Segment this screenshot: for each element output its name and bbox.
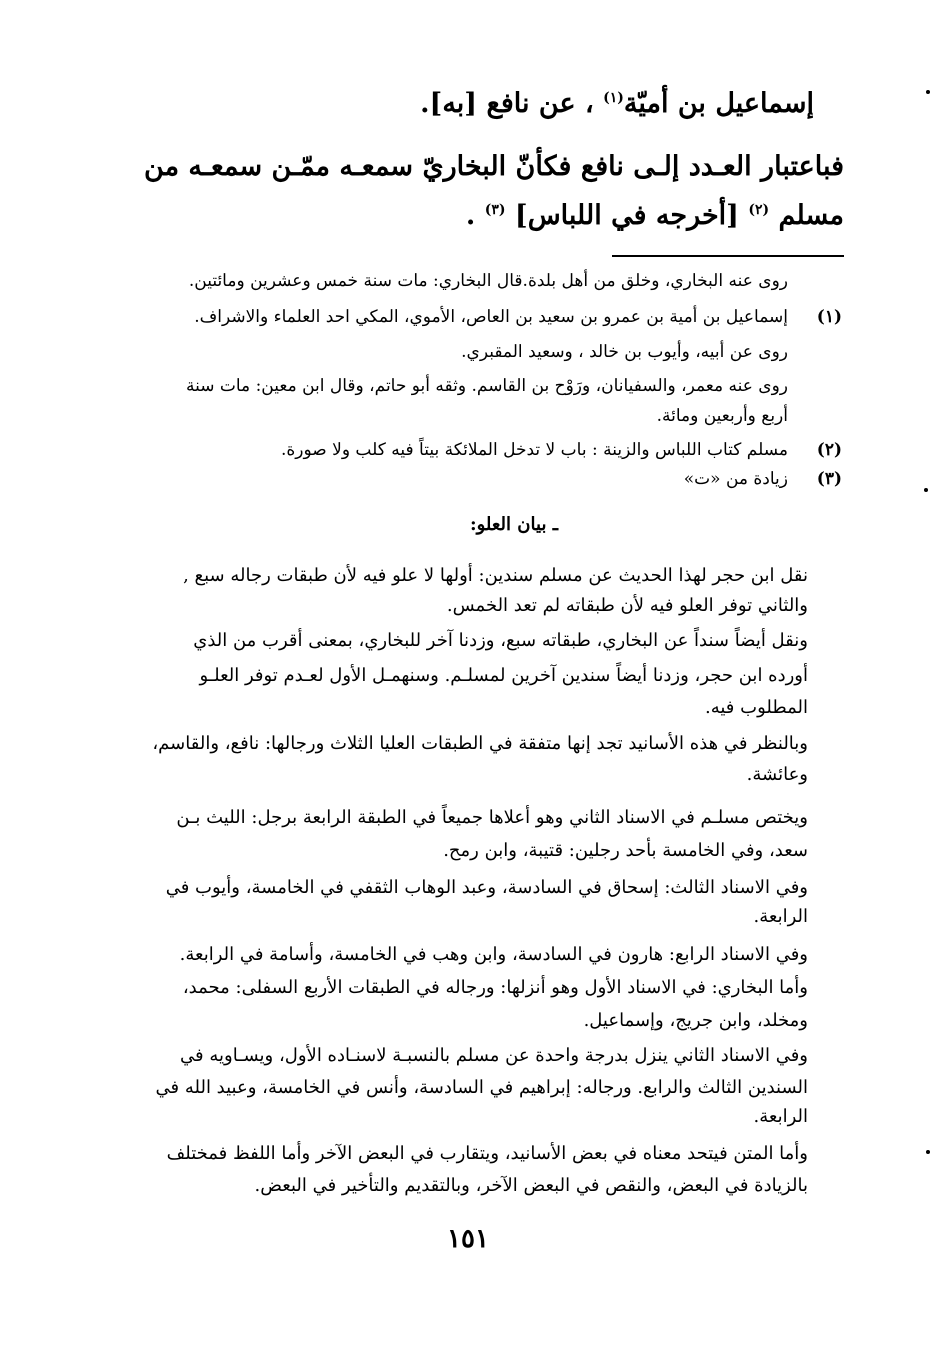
- body-p4-line-2: سعد، وفي الخامسة بأحد رجلين: قتيبة، وابن رمح.: [443, 840, 808, 861]
- body-p5-line-2: الرابعة.: [753, 906, 808, 927]
- body-p2-line-3: المطلوب فيه.: [705, 697, 808, 718]
- body-p7-line-2: ومخلد، وابن جريج، وإسماعيل.: [583, 1010, 808, 1031]
- footnote-2-text: مسلم كتاب اللباس والزينة : باب لا تدخل الملائكة بيتاً فيه كلب ولا صورة.: [280, 440, 788, 460]
- scan-speck: [924, 488, 928, 492]
- footnote-ref-3: (٣): [484, 202, 506, 218]
- footnote-ref-1: (١): [603, 90, 624, 106]
- body-p1-line-2: والثاني توفر العلو فيه لأن طبقاته لم تعد الخمس.: [446, 595, 808, 616]
- header-line-1-end: ، عن نافع [به].: [420, 88, 594, 119]
- footnote-2-number: (٢): [816, 440, 842, 460]
- footnote-1-line-2: روى عن أبيه، وأيوب بن خالد ، وسعيد المقبري.: [461, 342, 788, 362]
- body-p3-line-1: وبالنظر في هذه الأسانيد تجد إنها متفقة في الطبقات العليا الثلاث ورجالها: نافع، والقاسم،: [152, 733, 808, 754]
- footnote-1-line-3: روى عنه معمر، والسفيانان، ورَوْح بن القاسم. وثقه أبو حاتم، وقال ابن معين: مات سنة: [185, 376, 788, 396]
- header-line-1: [420, 88, 814, 119]
- scan-speck: [926, 90, 930, 94]
- body-p9-line-1: وأما المتن فيتحد معناه في بعض الأسانيد، ويتقارب في البعض الآخر وأما اللفظ فمختلف: [166, 1143, 808, 1164]
- body-p7-line-1: وأما البخاري: في الاسناد الأول وهو أنزلها: ورجاله في الطبقات الأربع السفلى: محمد،: [182, 977, 808, 998]
- footnote-separator: [612, 255, 844, 257]
- body-p6-line-1: وفي الاسناد الرابع: هارون في السادسة، وابن وهب في الخامسة، وأسامة في الرابعة.: [179, 944, 808, 965]
- body-p8-line-1: وفي الاسناد الثاني ينزل بدرجة واحدة عن مسلم بالنسبـة لاسنـاده الأول، ويسـاويه في: [180, 1045, 808, 1066]
- body-p8-line-2: السندين الثالث والرابع. ورجاله: إبراهيم في السادسة، وأنس في الخامسة، وعبيد الله في: [155, 1077, 808, 1098]
- body-p5-line-1: وفي الاسناد الثالث: إسحاق في السادسة، وعبد الوهاب الثقفي في الخامسة، وأيوب في: [165, 877, 808, 898]
- header-line-2: فباعتبار العـدد إلـى نافع فكأنّ البخاريّ سمعـه ممّـن سمعـه من: [144, 151, 844, 182]
- body-p1-line-1: نقل ابن حجر لهذا الحديث عن مسلم سندين: أولها لا علو فيه لأن طبقات رجاله سبع ,: [183, 565, 808, 586]
- header-line-3: [466, 200, 844, 231]
- footnote-1-number: (١): [816, 307, 842, 327]
- footnote-3-text: زيادة من «ت»: [683, 469, 788, 489]
- header-line-3-bracket: [أخرجه في اللباس]: [514, 200, 739, 231]
- header-line-1-text: إسماعيل بن أميّة: [623, 88, 814, 119]
- section-title: ـ بيان العلو:: [469, 514, 558, 535]
- body-p2-line-2: أورده ابن حجر، وزدنا أيضاً سندين آخرين لمسلـم. وسنهمـل الأول لعـدم توفر العلـو: [199, 665, 808, 686]
- footnote-1-line-4: أربع وأربعين ومائة.: [656, 406, 788, 426]
- body-p8-line-3: الرابعة.: [753, 1106, 808, 1127]
- footnote-1-line-1: إسماعيل بن أمية بن عمرو بن سعيد بن العاص، الأموي، المكي احد العلماء والاشراف.: [194, 307, 788, 327]
- body-p4-line-1: ويختص مسلـم في الاسناد الثاني وهو أعلاها جميعاً في الطبقة الرابعة برجل: الليث بـن: [176, 807, 808, 828]
- footnote-ref-2: (٢): [748, 202, 770, 218]
- header-line-3-end: .: [465, 200, 476, 231]
- header-line-3-text: مسلم: [778, 200, 844, 231]
- scan-speck: [926, 1150, 930, 1154]
- page-number: ١٥١: [447, 1224, 489, 1254]
- body-p3-line-2: وعائشة.: [746, 764, 808, 785]
- footnote-carry-line: روى عنه البخاري، وخلق من أهل بلدة.قال البخاري: مات سنة خمس وعشرين ومائتين.: [188, 271, 788, 291]
- body-p9-line-2: بالزيادة في البعض، والنقص في البعض الآخر، وبالتقديم والتأخير في البعض.: [254, 1175, 808, 1196]
- body-p2-line-1: ونقل أيضاً سنداً عن البخاري، طبقاته سبع، وزدنا آخر للبخاري، بمعنى أقرب من الذي: [193, 630, 808, 651]
- footnote-3-number: (٣): [816, 469, 842, 489]
